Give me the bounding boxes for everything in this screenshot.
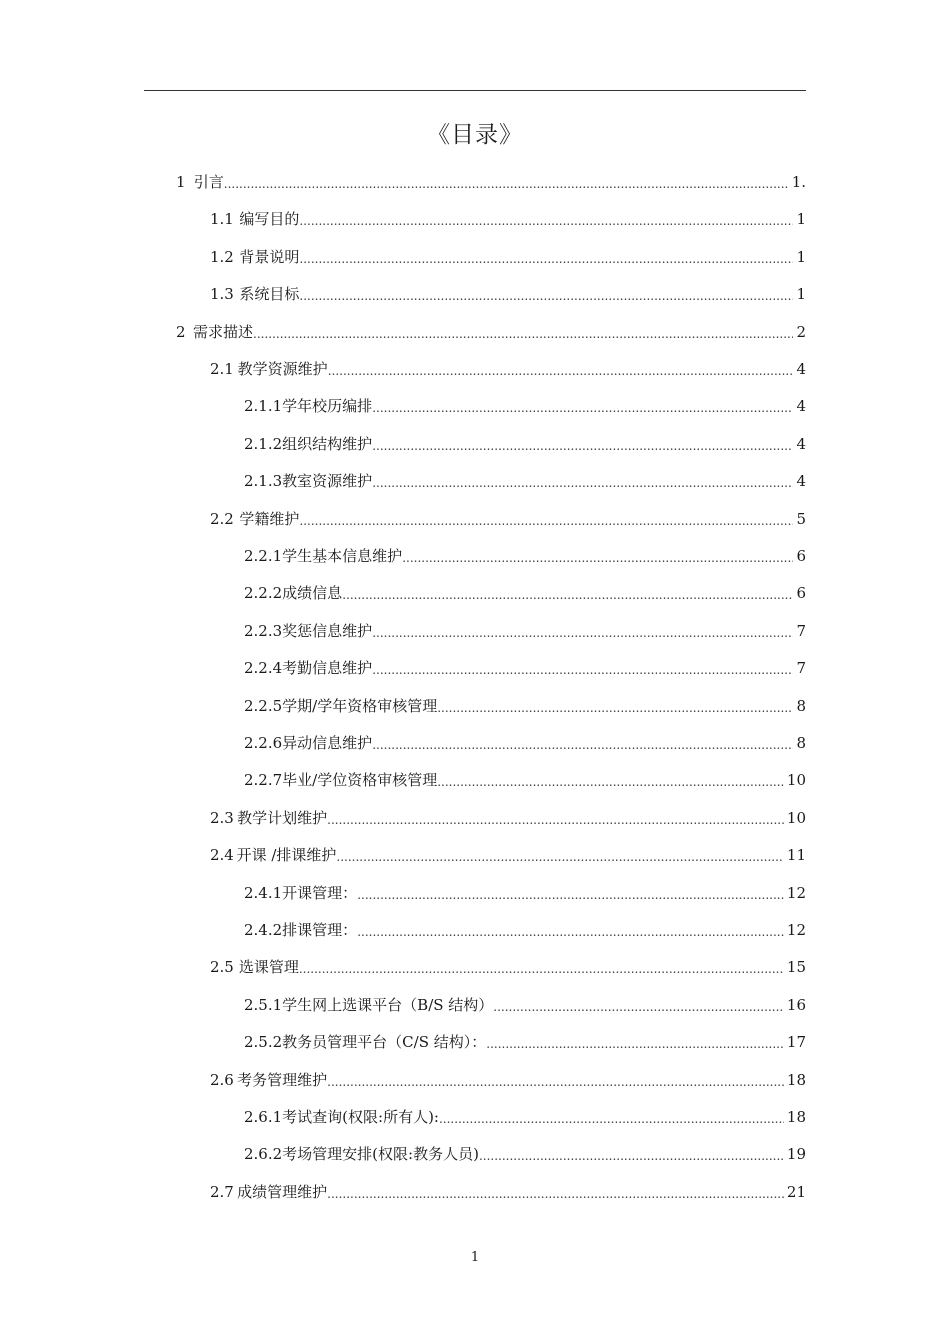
toc-entry[interactable] bbox=[210, 282, 806, 304]
toc-entry-page: 18 bbox=[786, 1070, 806, 1089]
toc-entry-title: 组织结构维护 bbox=[282, 434, 373, 453]
toc-entry-number: 2.2.2 bbox=[244, 584, 283, 603]
toc-leader-dots bbox=[439, 1111, 784, 1127]
toc-entry-title: 成绩信息 bbox=[282, 584, 343, 603]
toc-entry-page: 8 bbox=[796, 734, 806, 752]
toc-entry-title: 教室资源维护 bbox=[282, 472, 373, 491]
toc-leader-dots bbox=[299, 213, 793, 229]
toc-entry-title: 系统目标 bbox=[239, 285, 300, 304]
toc-leader-dots bbox=[402, 550, 793, 566]
toc-entry-title: 学籍维护 bbox=[239, 509, 300, 528]
toc-entry-page: 17 bbox=[786, 1033, 806, 1052]
toc-entry[interactable] bbox=[244, 581, 806, 603]
toc-entry[interactable] bbox=[210, 245, 806, 267]
toc-leader-dots bbox=[253, 326, 793, 342]
toc-entry[interactable] bbox=[244, 1030, 806, 1052]
toc-entry[interactable] bbox=[210, 207, 806, 229]
toc-entry-number: 2.1 bbox=[210, 360, 234, 378]
toc-entry-page: 16 bbox=[786, 995, 806, 1014]
toc-entry-number: 2.2.6 bbox=[244, 734, 283, 752]
toc-entry[interactable] bbox=[176, 320, 806, 342]
toc-entry-title: 奖惩信息维护 bbox=[282, 621, 373, 640]
toc-entry-number: 2.1.2 bbox=[244, 434, 283, 453]
toc-entry-page: 8 bbox=[796, 696, 806, 715]
toc-entry[interactable] bbox=[210, 955, 806, 977]
toc-entry-page: 11 bbox=[786, 846, 806, 865]
toc-entry-number: 2.4.1 bbox=[244, 883, 283, 902]
toc-entry-number: 2.2 bbox=[210, 509, 234, 528]
toc-entry-page: 6 bbox=[796, 584, 806, 603]
toc-entry-number: 2.4.2 bbox=[244, 921, 283, 939]
toc-entry-page: 4 bbox=[796, 434, 806, 453]
page-number: 1 bbox=[470, 1250, 480, 1265]
toc-entry-page: 12 bbox=[786, 921, 806, 939]
toc-entry[interactable] bbox=[244, 544, 806, 566]
toc-entry-title: 学生网上选课平台（B/S 结构） bbox=[282, 995, 494, 1014]
toc-entry[interactable] bbox=[244, 1142, 806, 1164]
toc-entry[interactable] bbox=[176, 170, 806, 192]
toc-entry-title: 背景说明 bbox=[239, 247, 300, 266]
toc-entry[interactable] bbox=[244, 619, 806, 641]
toc-entry-title: 学年校历编排 bbox=[282, 397, 373, 416]
toc-entry[interactable] bbox=[244, 993, 806, 1015]
toc-entry-title: 开课 /排课维护 bbox=[236, 846, 337, 865]
toc-leader-dots bbox=[357, 924, 784, 940]
toc-entry-page: 7 bbox=[796, 621, 806, 640]
toc-entry[interactable] bbox=[244, 432, 806, 454]
toc-leader-dots bbox=[327, 812, 784, 828]
toc-entry-title: 考场管理安排(权限:教务人员) bbox=[282, 1145, 479, 1164]
toc-leader-dots bbox=[372, 438, 793, 454]
toc-entry-title: 学期/学年资格审核管理 bbox=[282, 696, 438, 715]
toc-entry-page: 21 bbox=[786, 1182, 806, 1201]
toc-entry[interactable] bbox=[244, 656, 806, 678]
toc-entry-title: 考勤信息维护 bbox=[282, 659, 373, 678]
toc-entry[interactable] bbox=[244, 918, 806, 940]
toc-entry-title: 异动信息维护 bbox=[282, 734, 373, 752]
toc-entry-title: 选课管理 bbox=[238, 958, 299, 977]
toc-entry-number: 2.2.1 bbox=[244, 547, 283, 565]
toc-entry[interactable] bbox=[244, 694, 806, 716]
toc-entry[interactable] bbox=[244, 731, 806, 753]
toc-entry-title: 教学资源维护 bbox=[237, 360, 328, 378]
toc-leader-dots bbox=[327, 1074, 784, 1090]
toc-entry[interactable] bbox=[210, 507, 806, 529]
toc-leader-dots bbox=[372, 475, 793, 491]
toc-entry-number: 2.3 bbox=[210, 808, 234, 827]
toc-entry-title: 考试查询(权限:所有人): bbox=[282, 1108, 439, 1126]
toc-leader-dots bbox=[299, 251, 793, 267]
toc-entry-title: 需求描述 bbox=[193, 322, 254, 341]
toc-entry-title: 教学计划维护 bbox=[237, 808, 328, 827]
toc-entry-page: 4 bbox=[796, 397, 806, 416]
toc-leader-dots bbox=[224, 176, 789, 192]
toc-entry-page: 6 bbox=[796, 547, 806, 565]
toc-entry-title: 教务员管理平台（C/S 结构）： bbox=[282, 1033, 487, 1052]
toc-entry-page: 15 bbox=[786, 958, 806, 977]
toc-entry-title: 开课管理： bbox=[282, 883, 358, 902]
toc-leader-dots bbox=[372, 662, 793, 678]
toc-entry-number: 2.1.3 bbox=[244, 472, 283, 491]
toc-entry-page: 1. bbox=[791, 173, 806, 191]
toc-entry-number: 2.1.1 bbox=[244, 397, 283, 416]
toc-entry-number: 1.1 bbox=[210, 210, 234, 229]
toc-leader-dots bbox=[372, 737, 793, 753]
toc-entry[interactable] bbox=[210, 1180, 806, 1202]
toc-entry-title: 成绩管理维护 bbox=[237, 1182, 328, 1201]
toc-leader-dots bbox=[486, 1036, 784, 1052]
toc-entry-number: 2.2.7 bbox=[244, 771, 283, 790]
toc-entry-number: 1.3 bbox=[210, 285, 234, 304]
toc-leader-dots bbox=[479, 1148, 784, 1164]
toc-entry-page: 1 bbox=[796, 210, 806, 229]
toc-entry-page: 18 bbox=[786, 1108, 806, 1126]
toc-entry[interactable] bbox=[210, 843, 806, 865]
toc-entry-number: 2.5 bbox=[210, 958, 234, 977]
toc-entry-number: 2.6.2 bbox=[244, 1145, 283, 1164]
toc-leader-dots bbox=[299, 288, 793, 304]
toc-entry[interactable] bbox=[244, 1105, 806, 1127]
toc-entry-page: 10 bbox=[786, 771, 806, 790]
toc-entry-title: 引言 bbox=[193, 173, 224, 191]
toc-entry-number: 2.2.4 bbox=[244, 659, 283, 678]
toc-entry-number: 2.2.5 bbox=[244, 696, 283, 715]
toc-leader-dots bbox=[299, 961, 784, 977]
toc-leader-dots bbox=[357, 887, 784, 903]
toc-leader-dots bbox=[372, 400, 793, 416]
toc-entry-title: 毕业/学位资格审核管理 bbox=[282, 771, 438, 790]
toc-entry-title: 编写目的 bbox=[239, 210, 300, 229]
toc-leader-dots bbox=[493, 999, 784, 1015]
toc-entry-page: 19 bbox=[786, 1145, 806, 1164]
toc-entry[interactable] bbox=[244, 768, 806, 790]
toc-entry[interactable] bbox=[210, 357, 806, 379]
toc-leader-dots bbox=[342, 587, 793, 603]
toc-entry-number: 2.6.1 bbox=[244, 1108, 283, 1126]
header-rule bbox=[144, 90, 806, 91]
toc-entry[interactable] bbox=[210, 1068, 806, 1090]
toc-entry-title: 学生基本信息维护 bbox=[282, 547, 403, 565]
toc-entry-number: 2.5.2 bbox=[244, 1033, 283, 1052]
toc-entry-page: 7 bbox=[796, 659, 806, 678]
toc-entry-title: 排课管理： bbox=[282, 921, 358, 939]
toc-leader-dots bbox=[372, 625, 793, 641]
toc-entry-number: 2.7 bbox=[210, 1182, 234, 1201]
toc-entry[interactable] bbox=[244, 394, 806, 416]
toc-entry[interactable] bbox=[244, 881, 806, 903]
toc-entry-number: 1.2 bbox=[210, 247, 234, 266]
toc-entry-number: 2.4 bbox=[210, 846, 234, 865]
toc-leader-dots bbox=[327, 1186, 784, 1202]
toc-entry[interactable] bbox=[244, 469, 806, 491]
toc-leader-dots bbox=[437, 774, 784, 790]
toc-entry-page: 4 bbox=[796, 472, 806, 491]
toc-entry-number: 2 bbox=[176, 322, 186, 341]
toc-leader-dots bbox=[336, 849, 783, 865]
toc-entry-page: 2 bbox=[796, 322, 806, 341]
toc-entry-page: 1 bbox=[796, 247, 806, 266]
page-title: 《目录》 bbox=[427, 122, 523, 148]
toc-entry-title: 考务管理维护 bbox=[237, 1070, 328, 1089]
toc-leader-dots bbox=[299, 513, 793, 529]
toc-leader-dots bbox=[328, 363, 794, 379]
toc-entry-page: 12 bbox=[786, 883, 806, 902]
toc-entry-page: 10 bbox=[786, 808, 806, 827]
toc-entry-number: 1 bbox=[176, 173, 186, 191]
toc-leader-dots bbox=[437, 700, 793, 716]
toc-entry[interactable] bbox=[210, 806, 806, 828]
toc-entry-page: 1 bbox=[796, 285, 806, 304]
toc-entry-page: 5 bbox=[796, 509, 806, 528]
toc-entry-number: 2.2.3 bbox=[244, 621, 283, 640]
toc-entry-number: 2.5.1 bbox=[244, 995, 283, 1014]
toc-entry-page: 4 bbox=[796, 360, 806, 378]
toc-entry-number: 2.6 bbox=[210, 1070, 234, 1089]
